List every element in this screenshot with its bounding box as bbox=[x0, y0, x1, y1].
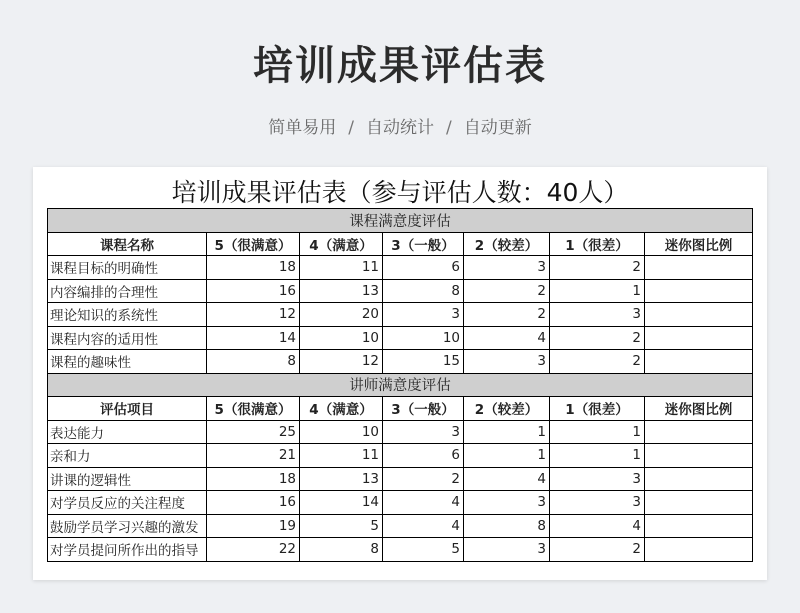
column-header[interactable]: 课程名称 bbox=[48, 232, 207, 256]
item-name-cell[interactable]: 对学员提问所作出的指导 bbox=[48, 538, 207, 562]
column-header-row bbox=[48, 232, 753, 256]
item-name-cell[interactable]: 表达能力 bbox=[48, 420, 207, 444]
rating-count-cell[interactable]: 4 bbox=[383, 491, 464, 515]
item-name-cell[interactable]: 讲课的逻辑性 bbox=[48, 467, 207, 491]
column-header[interactable]: 2（较差） bbox=[464, 397, 550, 421]
rating-count-cell[interactable]: 25 bbox=[207, 420, 300, 444]
column-header[interactable]: 迷你图比例 bbox=[645, 232, 753, 256]
table-row bbox=[48, 326, 753, 350]
sparkline-cell[interactable] bbox=[645, 467, 753, 491]
rating-count-cell[interactable]: 1 bbox=[464, 420, 550, 444]
table-row bbox=[48, 420, 753, 444]
rating-count-cell[interactable]: 3 bbox=[464, 538, 550, 562]
rating-count-cell[interactable]: 8 bbox=[464, 514, 550, 538]
rating-count-cell[interactable]: 12 bbox=[207, 303, 300, 327]
column-header[interactable]: 3（一般） bbox=[383, 397, 464, 421]
rating-count-cell[interactable]: 21 bbox=[207, 444, 300, 468]
sparkline-cell[interactable] bbox=[645, 326, 753, 350]
rating-count-cell[interactable]: 14 bbox=[300, 491, 383, 515]
sheet-title: 培训成果评估表（参与评估人数：40人） bbox=[171, 178, 629, 207]
rating-count-cell[interactable]: 3 bbox=[383, 303, 464, 327]
rating-count-cell[interactable]: 18 bbox=[207, 256, 300, 280]
rating-count-cell[interactable]: 2 bbox=[550, 538, 645, 562]
rating-count-cell[interactable]: 6 bbox=[383, 444, 464, 468]
rating-count-cell[interactable]: 2 bbox=[550, 256, 645, 280]
rating-count-cell[interactable]: 4 bbox=[550, 514, 645, 538]
rating-count-cell[interactable]: 8 bbox=[207, 350, 300, 374]
sparkline-cell[interactable] bbox=[645, 279, 753, 303]
rating-count-cell[interactable]: 20 bbox=[300, 303, 383, 327]
rating-count-cell[interactable]: 2 bbox=[550, 326, 645, 350]
rating-count-cell[interactable]: 10 bbox=[383, 326, 464, 350]
sparkline-cell[interactable] bbox=[645, 444, 753, 468]
section-heading[interactable]: 讲师满意度评估 bbox=[48, 373, 753, 397]
rating-count-cell[interactable]: 2 bbox=[464, 303, 550, 327]
rating-count-cell[interactable]: 4 bbox=[383, 514, 464, 538]
rating-count-cell[interactable]: 14 bbox=[207, 326, 300, 350]
item-name-cell[interactable]: 内容编排的合理性 bbox=[48, 279, 207, 303]
table-row bbox=[48, 467, 753, 491]
rating-count-cell[interactable]: 11 bbox=[300, 444, 383, 468]
table-row bbox=[48, 303, 753, 327]
rating-count-cell[interactable]: 1 bbox=[550, 420, 645, 444]
column-header-row bbox=[48, 397, 753, 421]
rating-count-cell[interactable]: 18 bbox=[207, 467, 300, 491]
rating-count-cell[interactable]: 5 bbox=[383, 538, 464, 562]
sparkline-cell[interactable] bbox=[645, 538, 753, 562]
rating-count-cell[interactable]: 10 bbox=[300, 326, 383, 350]
table-row bbox=[48, 256, 753, 280]
rating-count-cell[interactable]: 22 bbox=[207, 538, 300, 562]
rating-count-cell[interactable]: 1 bbox=[464, 444, 550, 468]
rating-count-cell[interactable]: 11 bbox=[300, 256, 383, 280]
rating-count-cell[interactable]: 5 bbox=[300, 514, 383, 538]
tag-easy: 简单易用 bbox=[268, 118, 337, 138]
section-heading-row bbox=[48, 209, 753, 233]
tag-auto-stats: 自动统计 bbox=[366, 118, 434, 138]
rating-count-cell[interactable]: 8 bbox=[300, 538, 383, 562]
table-row bbox=[48, 444, 753, 468]
page-title: 培训成果评估表 bbox=[253, 43, 547, 89]
sparkline-cell[interactable] bbox=[645, 350, 753, 374]
column-header[interactable]: 1（很差） bbox=[550, 397, 645, 421]
rating-count-cell[interactable]: 16 bbox=[207, 279, 300, 303]
column-header[interactable]: 5（很满意） bbox=[207, 232, 300, 256]
rating-count-cell[interactable]: 8 bbox=[383, 279, 464, 303]
item-name-cell[interactable]: 课程的趣味性 bbox=[48, 350, 207, 374]
section-heading[interactable]: 课程满意度评估 bbox=[48, 209, 753, 233]
table-row bbox=[48, 538, 753, 562]
tag-auto-update: 自动更新 bbox=[463, 118, 532, 138]
item-name-cell[interactable]: 理论知识的系统性 bbox=[48, 303, 207, 327]
sparkline-cell[interactable] bbox=[645, 491, 753, 515]
column-header[interactable]: 4（满意） bbox=[300, 232, 383, 256]
item-name-cell[interactable]: 对学员反应的关注程度 bbox=[48, 491, 207, 515]
rating-count-cell[interactable]: 13 bbox=[300, 467, 383, 491]
table-row bbox=[48, 491, 753, 515]
rating-count-cell[interactable]: 4 bbox=[464, 326, 550, 350]
table-row bbox=[48, 350, 753, 374]
rating-count-cell[interactable]: 2 bbox=[383, 467, 464, 491]
rating-count-cell[interactable]: 3 bbox=[383, 420, 464, 444]
rating-count-cell[interactable]: 3 bbox=[550, 467, 645, 491]
item-name-cell[interactable]: 课程目标的明确性 bbox=[48, 256, 207, 280]
rating-count-cell[interactable]: 2 bbox=[550, 350, 645, 374]
rating-count-cell[interactable]: 13 bbox=[300, 279, 383, 303]
rating-count-cell[interactable]: 3 bbox=[464, 491, 550, 515]
column-header[interactable]: 2（较差） bbox=[464, 232, 550, 256]
rating-count-cell[interactable]: 6 bbox=[383, 256, 464, 280]
table-row bbox=[48, 279, 753, 303]
item-name-cell[interactable]: 课程内容的适用性 bbox=[48, 326, 207, 350]
rating-count-cell[interactable]: 16 bbox=[207, 491, 300, 515]
rating-count-cell[interactable]: 4 bbox=[464, 467, 550, 491]
table-row bbox=[48, 514, 753, 538]
column-header[interactable]: 1（很差） bbox=[550, 232, 645, 256]
column-header[interactable]: 评估项目 bbox=[48, 397, 207, 421]
rating-count-cell[interactable]: 3 bbox=[464, 350, 550, 374]
column-header[interactable]: 4（满意） bbox=[300, 397, 383, 421]
section-heading-row bbox=[48, 373, 753, 397]
tag-separator: / bbox=[348, 118, 354, 138]
rating-count-cell[interactable]: 3 bbox=[550, 303, 645, 327]
rating-count-cell[interactable]: 12 bbox=[300, 350, 383, 374]
column-header[interactable]: 5（很满意） bbox=[207, 397, 300, 421]
column-header[interactable]: 迷你图比例 bbox=[645, 397, 753, 421]
tag-separator: / bbox=[446, 118, 452, 138]
spreadsheet-preview bbox=[33, 167, 767, 580]
rating-count-cell[interactable]: 1 bbox=[550, 444, 645, 468]
evaluation-table bbox=[47, 208, 753, 562]
sparkline-cell[interactable] bbox=[645, 514, 753, 538]
sparkline-cell[interactable] bbox=[645, 303, 753, 327]
rating-count-cell[interactable]: 3 bbox=[550, 491, 645, 515]
item-name-cell[interactable]: 亲和力 bbox=[48, 444, 207, 468]
column-header[interactable]: 3（一般） bbox=[383, 232, 464, 256]
rating-count-cell[interactable]: 19 bbox=[207, 514, 300, 538]
rating-count-cell[interactable]: 1 bbox=[550, 279, 645, 303]
rating-count-cell[interactable]: 3 bbox=[464, 256, 550, 280]
rating-count-cell[interactable]: 15 bbox=[383, 350, 464, 374]
sparkline-cell[interactable] bbox=[645, 256, 753, 280]
sparkline-cell[interactable] bbox=[645, 420, 753, 444]
rating-count-cell[interactable]: 2 bbox=[464, 279, 550, 303]
rating-count-cell[interactable]: 10 bbox=[300, 420, 383, 444]
item-name-cell[interactable]: 鼓励学员学习兴趣的激发 bbox=[48, 514, 207, 538]
feature-tags bbox=[0, 113, 800, 138]
